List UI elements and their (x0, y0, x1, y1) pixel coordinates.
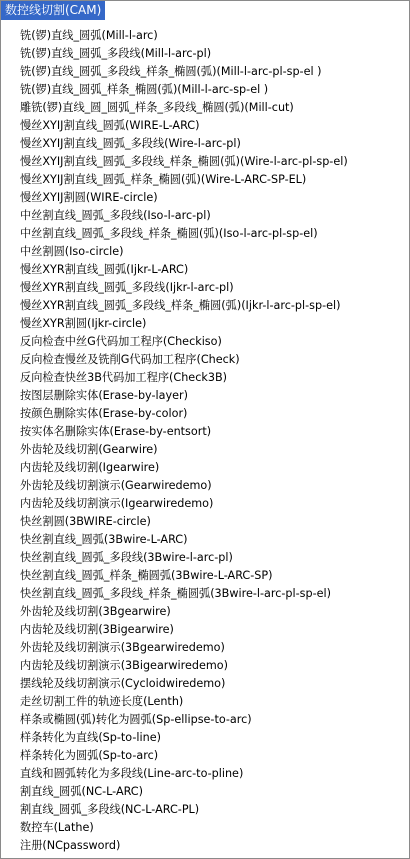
menu-item[interactable]: 数控车(Lathe) (20, 821, 94, 834)
menu-item[interactable]: 样条转化为直线(Sp-to-line) (20, 731, 161, 744)
menu-item[interactable]: 慢丝XYR割圆(Ijkr-circle) (20, 317, 147, 330)
menu-item[interactable]: 样条或椭圆(弧)转化为圆弧(Sp-ellipse-to-arc) (20, 713, 252, 726)
menu-title[interactable]: 数控线切割(CAM) (1, 1, 105, 20)
menu-item[interactable]: 中丝割圆(Iso-circle) (20, 245, 124, 258)
menu-item[interactable]: 慢丝XYIJ割直线_圆弧_样条_椭圆(弧)(Wire-L-ARC-SP-EL) (20, 173, 307, 186)
menu-item[interactable]: 慢丝XYIJ割直线_圆弧_多段线_样条_椭圆(弧)(Wire-l-arc-pl-sp-el) (20, 155, 348, 168)
menu-item[interactable]: 快丝割直线_圆弧_多段线_样条_椭圆弧(3Bwire-l-arc-pl-sp-el) (20, 587, 331, 600)
menu-item[interactable]: 外齿轮及线切割(3Bgearwire) (20, 605, 171, 618)
menu-item[interactable]: 割直线_圆弧_多段线(NC-L-ARC-PL) (20, 803, 200, 816)
menu-item-list (1, 27, 409, 855)
menu-item[interactable]: 摆线轮及线切割演示(Cycloidwiredemo) (20, 677, 226, 690)
menu-item[interactable]: 反向检查快丝3B代码加工程序(Check3B) (20, 371, 227, 384)
menu-item[interactable]: 外齿轮及线切割演示(3Bgearwiredemo) (20, 641, 225, 654)
menu-item[interactable]: 慢丝XYR割直线_圆弧_多段线_样条_椭圆(弧)(Ijkr-l-arc-pl-sp-el) (20, 299, 341, 312)
menu-item[interactable]: 慢丝XYIJ割直线_圆弧_多段线(Wire-l-arc-pl) (20, 137, 241, 150)
menu-item[interactable]: 铣(锣)直线_圆弧(Mill-l-arc) (20, 29, 158, 42)
menu-item[interactable]: 慢丝XYIJ割圆(WIRE-circle) (20, 191, 158, 204)
menu-item[interactable]: 外齿轮及线切割演示(Gearwiredemo) (20, 479, 212, 492)
menu-item[interactable]: 快丝割直线_圆弧_多段线(3Bwire-l-arc-pl) (20, 551, 233, 564)
menu-item[interactable]: 按实体名删除实体(Erase-by-entsort) (20, 425, 212, 438)
menu-item[interactable]: 反向检查中丝G代码加工程序(Checkiso) (20, 335, 222, 348)
menu-item[interactable]: 慢丝XYR割直线_圆弧_多段线(Ijkr-l-arc-pl) (20, 281, 234, 294)
menu-item[interactable]: 快丝割直线_圆弧_样条_椭圆弧(3Bwire-L-ARC-SP) (20, 569, 273, 582)
menu-item[interactable]: 按颜色删除实体(Erase-by-color) (20, 407, 188, 420)
menu-item[interactable]: 按图层删除实体(Erase-by-layer) (20, 389, 188, 402)
menu-item[interactable]: 内齿轮及线切割演示(3Bigearwiredemo) (20, 659, 228, 672)
menu-item[interactable]: 中丝割直线_圆弧_多段线_样条_椭圆(弧)(Iso-l-arc-pl-sp-el) (20, 227, 318, 240)
menu-item[interactable]: 慢丝XYR割直线_圆弧(Ijkr-L-ARC) (20, 263, 189, 276)
menu-item[interactable]: 铣(锣)直线_圆弧_样条_椭圆(弧)(Mill-l-arc-sp-el ) (20, 83, 269, 96)
menu-item[interactable]: 内齿轮及线切割演示(Igearwiredemo) (20, 497, 214, 510)
menu-item[interactable]: 样条转化为圆弧(Sp-to-arc) (20, 749, 159, 762)
menu-item[interactable]: 割直线_圆弧(NC-L-ARC) (20, 785, 143, 798)
menu-item[interactable]: 内齿轮及线切割(Igearwire) (20, 461, 160, 474)
menu-item[interactable]: 快丝割直线_圆弧(3Bwire-L-ARC) (20, 533, 188, 546)
menu-item[interactable]: 注册(NCpassword) (20, 839, 121, 852)
menu-item[interactable]: 反向检查慢丝及铣削G代码加工程序(Check) (20, 353, 240, 366)
menu-item[interactable]: 走丝切割工件的轨迹长度(Lenth) (20, 695, 184, 708)
menu-item[interactable]: 雕铣(锣)直线_圆_圆弧_样条_多段线_椭圆(弧)(Mill-cut) (20, 101, 294, 114)
menu-item[interactable]: 快丝割圆(3BWIRE-circle) (20, 515, 151, 528)
menu-item[interactable]: 内齿轮及线切割(3Bigearwire) (20, 623, 174, 636)
menu-item[interactable]: 铣(锣)直线_圆弧_多段线(Mill-l-arc-pl) (20, 47, 212, 60)
menu-item[interactable]: 铣(锣)直线_圆弧_多段线_样条_椭圆(弧)(Mill-l-arc-pl-sp-el ) (20, 65, 322, 78)
menu-item[interactable]: 中丝割直线_圆弧_多段线(Iso-l-arc-pl) (20, 209, 211, 222)
menu-item[interactable]: 外齿轮及线切割(Gearwire) (20, 443, 158, 456)
menu-item[interactable]: 直线和圆弧转化为多段线(Line-arc-to-pline) (20, 767, 244, 780)
menu-item[interactable]: 慢丝XYIJ割直线_圆弧(WIRE-L-ARC) (20, 119, 200, 132)
